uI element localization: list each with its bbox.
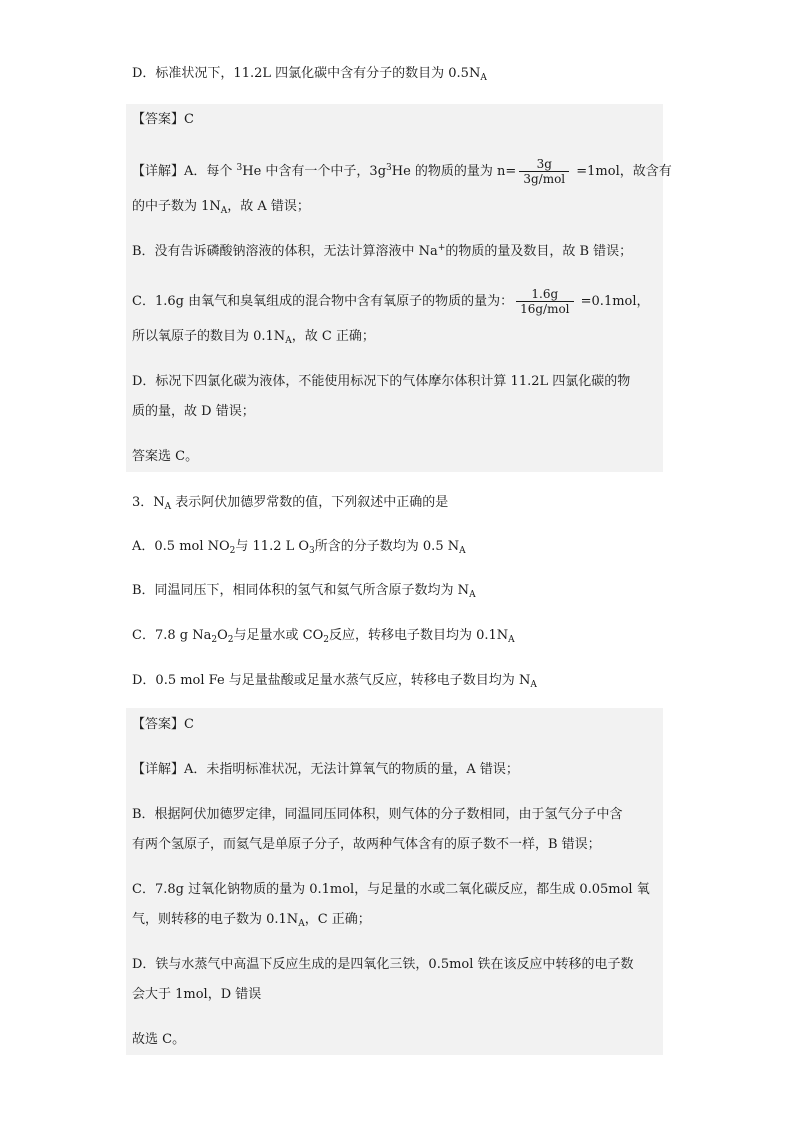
q3-detail-c-cont: 气，则转移的电子数为 $0.1N_A$，C 正确； xyxy=(132,912,371,929)
q3-detail-d-cont: 会大于 1mol，D 错误 xyxy=(132,987,262,1002)
q2-detail-c: C．1.6g 由氧气和臭氧组成的混合物中含有氧原子的物质的量为： $\frac{1.6g}{\text{16g/mol}}$ =0.1mol， xyxy=(132,287,650,316)
q2-detail-a-cont: 的中子数为 $1N_A$，故 A 错误； xyxy=(132,199,310,216)
q2-detail-b: B．没有告诉磷酸钠溶液的体积，无法计算溶液中 Na+的物质的量及数目，故 B 错误； xyxy=(132,243,633,259)
fraction-1-6g-over-16g-mol: $\frac{1.6g}{\text{16g/mol}}$ xyxy=(516,287,573,316)
q3-option-a: A．0.5 mol $NO_2$与 11.2 L $O_3$所含的分子数均为 0.5 $N_A$ xyxy=(132,539,466,556)
q3-option-d: D．0.5 mol Fe 与足量盐酸或足量水蒸气反应，转移电子数目均为 $N_A$ xyxy=(132,673,537,690)
q2-detail-d: D．标况下四氯化碳为液体，不能使用标况下的气体摩尔体积计算 11.2L 四氯化碳的物 xyxy=(132,374,631,389)
q3-option-c: C．7.8 g $Na_2O_2$与足量水或 $CO_2$反应，转移电子数目均为 $0.1N_A$ xyxy=(132,628,515,645)
q2-conclusion: 答案选 C。 xyxy=(132,449,199,464)
q2-detail-c-cont: 所以氧原子的数目为 $0.1N_A$，故 C 正确； xyxy=(132,329,375,346)
fraction-3g-over-3g-mol: $\frac{3g}{\text{3g/mol}}$ xyxy=(519,157,569,186)
q3-detail-c: C．7.8g 过氧化钠物质的量为 0.1mol，与足量的水或二氧化碳反应，都生成 0.05mol 氧 xyxy=(132,882,650,897)
q2-option-d: D．标准状况下，11.2L 四氯化碳中含有分子的数目为 $0.5N_A$ xyxy=(132,66,487,83)
q2-answer: 【答案】C xyxy=(132,112,194,127)
q3-detail-b: B．根据阿伏加德罗定律，同温同压同体积，则气体的分子数相同，由于氢气分子中含 xyxy=(132,807,623,822)
q3-stem: 3．$N_A$ 表示阿伏加德罗常数的值，下列叙述中正确的是 xyxy=(132,495,449,512)
q3-conclusion: 故选 C。 xyxy=(132,1032,186,1047)
q2-detail-a: 【详解】A．每个 $^3$He 中含有一个中子，$3g^3He$ 的物质的量为 n= $\frac{3g}{\text{3g/mol}}$ =1mol，故含有 xyxy=(132,157,672,186)
q2-detail-d-cont: 质的量，故 D 错误； xyxy=(132,404,255,419)
q3-detail-b-cont: 有两个氢原子，而氦气是单原子分子，故两种气体含有的原子数不一样，B 错误； xyxy=(132,837,601,852)
q3-option-b: B．同温同压下，相同体积的氢气和氦气所含原子数均为 $N_A$ xyxy=(132,583,476,600)
q3-detail-d: D．铁与水蒸气中高温下反应生成的是四氧化三铁，0.5mol 铁在该反应中转移的电子数 xyxy=(132,957,634,972)
q3-detail-a: 【详解】A．未指明标准状况，无法计算氧气的物质的量，A 错误； xyxy=(132,762,519,777)
q3-answer: 【答案】C xyxy=(132,717,194,732)
